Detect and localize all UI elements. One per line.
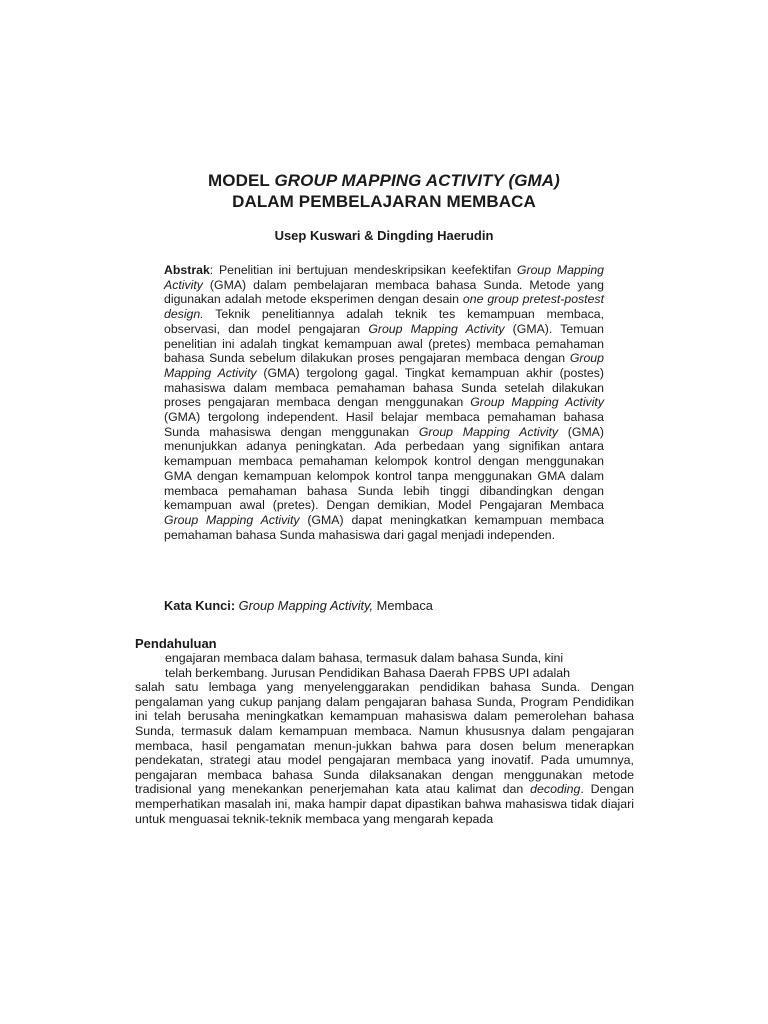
abstract-label: Abstrak [164,263,210,277]
title-italic: GROUP MAPPING ACTIVITY (GMA) [274,171,560,190]
keywords-rest: Membaca [373,598,433,613]
section-heading: Pendahuluan [135,636,217,651]
abstract-text: (GMA) menunjukkan adanya peningkatan. Ada perbedaan yang signifikan antara kemampuan membaca pemahaman kelompok kontrol dengan menggunakan GMA dengan kemampuan kelompok kontrol tanpa menggunakan GMA dalam membaca pemahaman bahasa Sunda lebih tinggi dibandingkan dengan kemampuan awal (pretes). Dengan demikian, Model Pengajaran Membaca [164,424,604,513]
paper-title [0,170,768,212]
abstract-italic: Group Mapping Activity [164,263,604,292]
abstract-text: Teknik penelitiannya adalah teknik tes kemampuan membaca, observasi, dan model pengajaran [164,307,604,336]
keywords [164,598,604,613]
abstract-text: (GMA) tergolong independent. Hasil belajar membaca pemahaman bahasa Sunda mahasiswa dengan menggunakan [164,410,604,439]
abstract-text: (GMA) dapat meningkatkan kemampuan membaca pemahaman bahasa Sunda mahasiswa dari gagal menjadi independen. [164,512,604,542]
abstract-text: (GMA) dalam pembelajaran membaca bahasa Sunda. Metode yang digunakan adalah metode eksperimen dengan desain [164,277,604,307]
abstract-italic: Group Mapping Activity [164,512,300,527]
keywords-italic: Group Mapping Activity, [238,598,374,613]
title-prefix: MODEL [208,171,275,190]
body-line-1: engajaran membaca dalam bahasa, termasuk dalam bahasa Sunda, kini [165,651,564,665]
abstract-text: : Penelitian ini bertujuan mendeskripsikan keefektifan [209,263,517,277]
body-italic: decoding [530,782,581,797]
abstract-italic: one group pretest-postest design. [164,292,604,322]
abstract-text: (GMA) tergolong gagal. Tingkat kemampuan akhir (postes) mahasiswa dalam membaca pemahaman bahasa Sunda setelah dilakukan proses pengajaran membaca dengan menggunakan [164,365,604,410]
abstract-italic: Group Mapping Activity [418,424,559,439]
body-text: . Dengan memperhatikan masalah ini, maka hampir dapat dipastikan bahwa mahasiswa tidak diajari untuk menguasai teknik-teknik membaca yang mengarah kepada [135,782,635,826]
body-line-2: telah berkembang. Jurusan Pendidikan Bahasa Daerah FPBS UPI adalah [165,665,571,680]
title-line-2: DALAM PEMBELAJARAN MEMBACA [232,192,536,211]
body-paragraph [135,651,634,826]
keywords-label: Kata Kunci: [164,598,236,613]
authors: Usep Kuswari & Dingding Haerudin [274,228,494,243]
abstract-italic: Group Mapping Activity [470,395,604,410]
abstract-text: (GMA). Temuan penelitian ini adalah tingkat kemampuan awal (pretes) membaca pemahaman bahasa Sunda sebelum dilakukan proses pengajaran membaca dengan [164,321,604,366]
title-line-1 [0,170,768,191]
abstract-italic: Group Mapping Activity [368,321,505,336]
body-text: salah satu lembaga yang menyelenggarakan pendidikan bahasa Sunda. Dengan pengalaman yang cukup panjang dalam pengajaran bahasa Sunda, Program Pendidikan ini telah berusaha meningkatkan kemampuan mahasiswa dalam pemerolehan bahasa Sunda, termasuk dalam kemampuan membaca. Namun khususnya dalam pengajaran membaca, hasil pengamatan menun-jukkan bahwa para dosen belum menerapkan pendekatan, strategi atau model pengajaran membaca yang inovatif. Pada umumnya, pengajaran membaca bahasa Sunda dilaksanakan dengan menggunakan metode tradisional yang menekankan penerjemahan kata atau kalimat dan [135,680,634,797]
abstract [164,263,604,542]
abstract-italic: Group Mapping Activity [164,351,604,380]
